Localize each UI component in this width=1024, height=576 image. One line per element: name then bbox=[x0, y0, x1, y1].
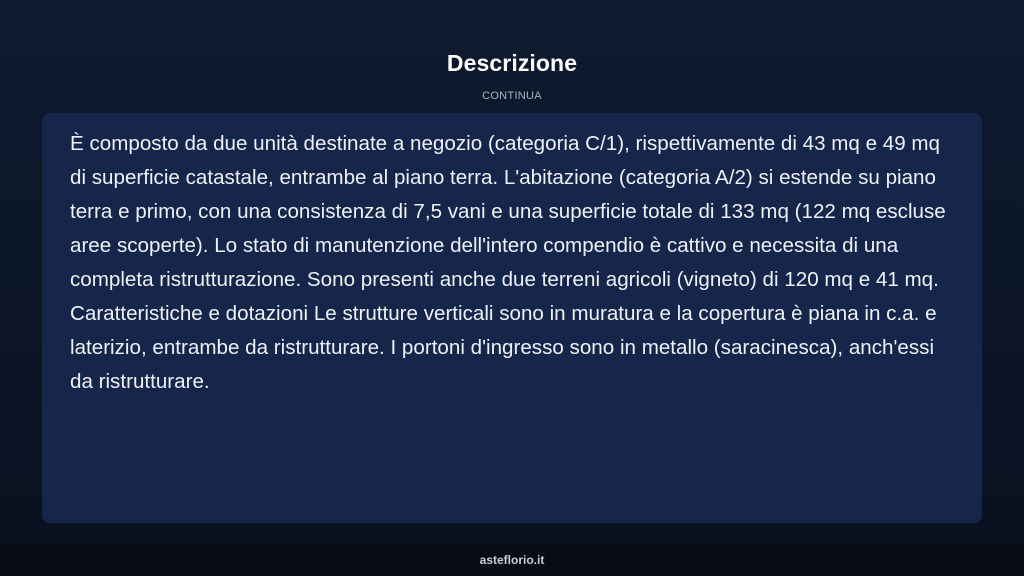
continue-label: CONTINUA bbox=[482, 90, 542, 102]
header bbox=[0, 0, 1024, 112]
page-title: Descrizione bbox=[446, 50, 578, 76]
footer bbox=[0, 544, 1024, 576]
footer-site-label: asteflorio.it bbox=[479, 553, 545, 567]
description-text: È composto da due unità destinate a negozio (categoria C/1), rispettivamente di 43 mq e 49 mq di superficie catastale, entrambe al piano terra. L'abitazione (categoria A/2) si estende su piano terra e primo, con una consistenza di 7,5 vani e una superficie totale di 133 mq (122 mq escluse aree scoperte). Lo stato di manutenzione dell'intero compendio è cattivo e necessita di una completa ristrutturazione. Sono presenti anche due terreni agricoli (vigneto) di 120 mq e 41 mq. Caratteristiche e dotazioni Le strutture verticali sono in muratura e la copertura è piana in c.a. e laterizio, entrambe da ristrutturare. I portoni d'ingresso sono in metallo (saracinesca), anch'essi da ristrutturare. bbox=[70, 132, 946, 393]
description-card bbox=[42, 113, 982, 523]
